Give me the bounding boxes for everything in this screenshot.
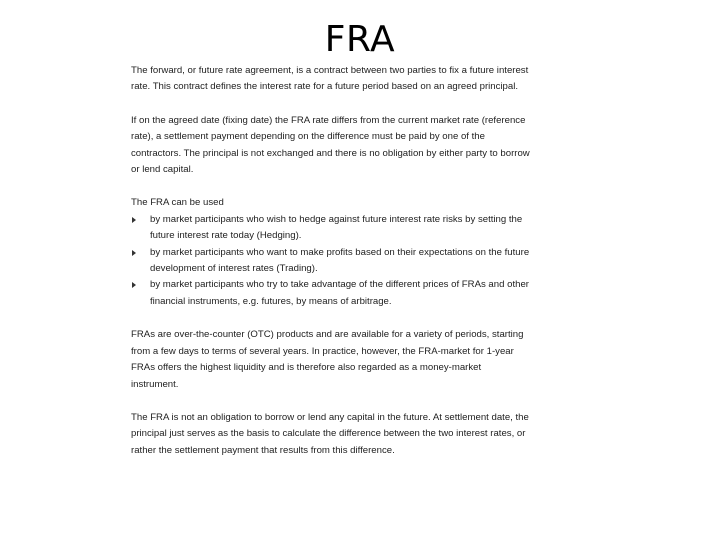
- list-item: [131, 277, 531, 310]
- triangle-bullet-icon: [132, 282, 136, 288]
- list-item-text: by market participants who want to make profits based on their expectations on the future development of interest rates (Trading).: [150, 246, 530, 275]
- paragraph-principal: The FRA is not an obligation to borrow or lend any capital in the future. At settlement date, the principal just serves as the basis to calculate the difference between the two interest rates, or rather the settlement payment that results from this difference.: [131, 411, 529, 456]
- list-item-text: by market participants who try to take advantage of the different prices of FRAs and other financial instruments, e.g. futures, by means of arbitrage.: [150, 279, 529, 307]
- list-item: [131, 212, 531, 245]
- paragraph-definition: The forward, or future rate agreement, is a contract between two parties to fix a future interest rate. This contract defines the interest rate for a future period based on an agreed principal.: [131, 65, 529, 93]
- paragraph-otc: FRAs are over-the-counter (OTC) products and are available for a variety of periods, starting from a few days to terms of several years. In practice, however, the FRA-market for 1-year FRAs offers the highest liquidity and is therefore also regarded as a money-market instrument.: [131, 329, 524, 390]
- triangle-bullet-icon: [132, 250, 136, 256]
- triangle-bullet-icon: [132, 217, 136, 223]
- slide-title: FRA: [324, 19, 396, 60]
- list-item-text: by market participants who wish to hedge against future interest rate risks by setting the future interest rate today (Hedging).: [150, 213, 523, 242]
- paragraph-settlement: If on the agreed date (fixing date) the FRA rate differs from the current market rate (reference rate), a settlement payment depending on the difference must be paid by one of the contractors. The principal is not exchanged and there is no obligation by either party to borrow or lend capital.: [131, 114, 530, 176]
- list-item: [131, 245, 531, 278]
- body-text: [131, 63, 531, 459]
- uses-intro: The FRA can be used: [131, 197, 224, 209]
- uses-list: [131, 212, 531, 310]
